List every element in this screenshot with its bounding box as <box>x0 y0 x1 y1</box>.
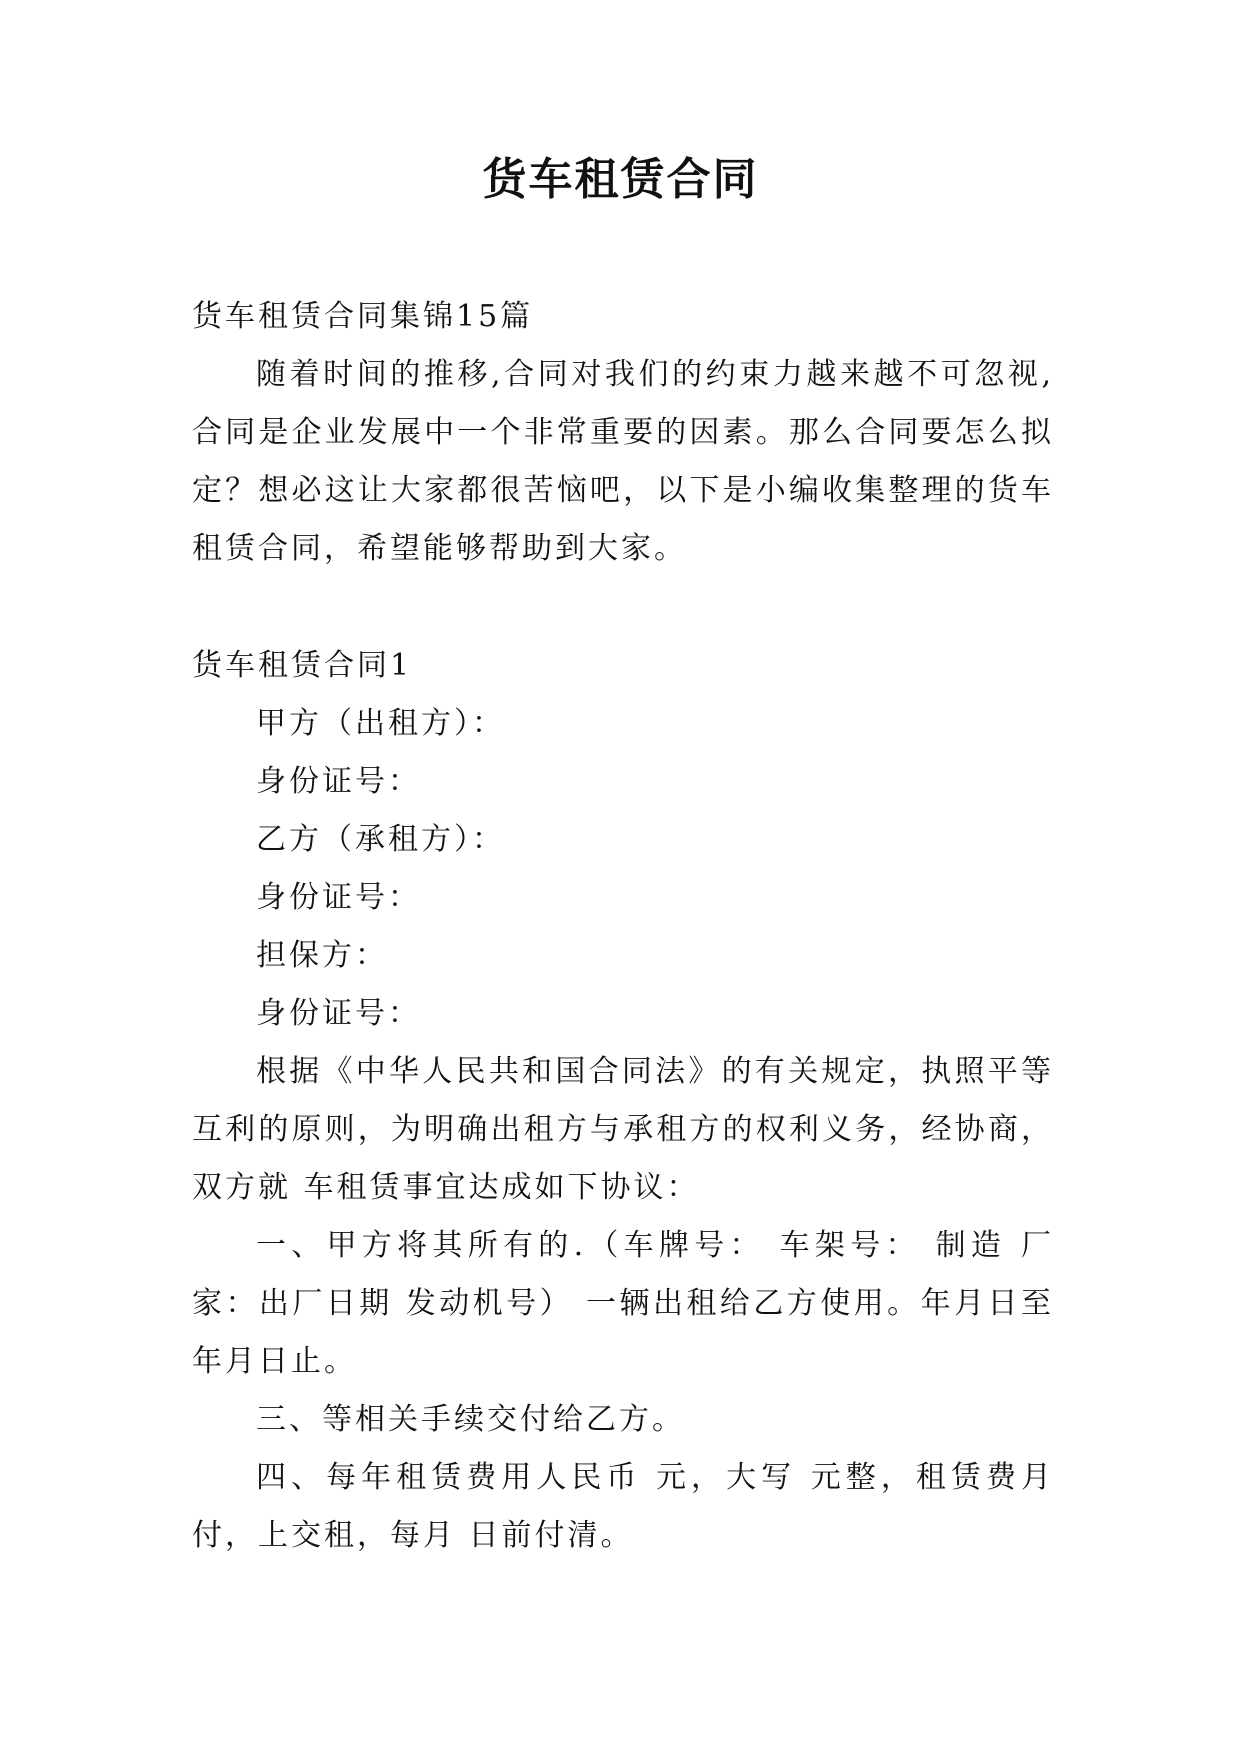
intro-paragraph: 随着时间的推移,合同对我们的约束力越来越不可忽视,合同是企业发展中一个非常重要的因素。那么合同要怎么拟定？想必这让大家都很苦恼吧，以下是小编收集整理的货车租赁合同，希望能够帮助到大家。 <box>192 357 1054 566</box>
clause-1-paragraph: 一、甲方将其所有的.（车牌号： 车架号： 制造 厂家：出厂日期 发动机号） 一辆出租给乙方使用。年月日至年月日止。 <box>192 1228 1054 1379</box>
party-b-line: 乙方（承租方）： <box>256 822 505 857</box>
section-heading: 货车租赁合同1 <box>192 648 413 683</box>
contract-section <box>192 637 1054 1565</box>
document-title: 货车租赁合同 <box>482 154 759 205</box>
party-a-line: 甲方（出租方）： <box>256 706 505 741</box>
party-b-id-line: 身份证号： <box>256 880 421 915</box>
guarantor-line: 担保方： <box>256 938 388 973</box>
preamble-paragraph: 根据《中华人民共和国合同法》的有关规定，执照平等互利的原则，为明确出租方与承租方的权利义务，经协商，双方就 车租赁事宜达成如下协议： <box>192 1054 1054 1205</box>
clause-4-paragraph: 四、每年租赁费用人民币 元，大写 元整，租赁费月付，上交租，每月 日前付清。 <box>192 1460 1054 1553</box>
document-subtitle: 货车租赁合同集锦15篇 <box>192 299 534 334</box>
party-a-id-line: 身份证号： <box>256 764 421 799</box>
clause-3-paragraph: 三、等相关手续交付给乙方。 <box>256 1402 685 1437</box>
intro-block <box>192 288 1054 578</box>
guarantor-id-line: 身份证号： <box>256 996 421 1031</box>
